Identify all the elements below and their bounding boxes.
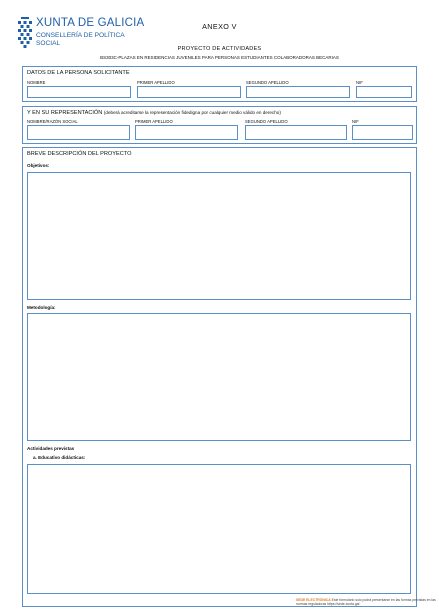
representative-name-field[interactable] (27, 125, 130, 140)
educational-activities-textarea[interactable] (27, 464, 411, 594)
representation-section-title (27, 110, 281, 116)
footer-text: Este formulario solo podrá presentarse en las formas previstas en las normas reguladoras (296, 598, 436, 607)
methodology-textarea[interactable] (27, 313, 411, 441)
representation-section (22, 106, 417, 144)
educational-activities-label: a. Educativo didácticas: (33, 455, 86, 460)
document-title: PROYECTO DE ACTIVIDADES (177, 46, 262, 52)
project-section-title: BREVE DESCRIPCIÓN DEL PROYECTO (27, 151, 132, 157)
brand-name: XUNTA DE GALICIA (36, 17, 145, 29)
procedure-subtitle: BS303C-PLAZAS EN RESIDENCIAS JUVENILES PARA PERSONAS ESTUDIANTES COLABORADORAS BECARIAS (100, 55, 339, 60)
footer-note (296, 598, 436, 606)
representative-surname1-field[interactable] (135, 125, 238, 140)
representative-surname2-label: SEGUNDO APELLIDO (245, 119, 288, 124)
representative-surname2-field[interactable] (245, 125, 347, 140)
applicant-section (22, 66, 417, 102)
annex-label: ANEXO V (202, 22, 237, 31)
footer-url[interactable]: https://sede.xunta.gal (327, 602, 360, 607)
representative-nif-label: NIF (352, 119, 359, 124)
applicant-nif-label: NIF (356, 80, 363, 85)
objectives-label: Objetivos: (27, 163, 50, 168)
objectives-textarea[interactable] (27, 172, 411, 300)
activities-label: Actividades previstas (27, 446, 75, 451)
applicant-surname1-field[interactable] (137, 86, 241, 98)
representation-title: Y EN SU REPRESENTACIÓN (27, 110, 103, 116)
applicant-name-label: NOMBRE (27, 80, 46, 85)
applicant-surname2-label: SEGUNDO APELLIDO (246, 80, 289, 85)
department-line-1: CONSELLERÍA DE POLÍTICA (36, 32, 125, 39)
project-description-section (22, 147, 417, 607)
representative-name-label: NOMBRE/RAZÓN SOCIAL (27, 119, 78, 124)
applicant-surname1-label: PRIMER APELLIDO (137, 80, 175, 85)
department-line-2: SOCIAL (36, 40, 61, 47)
representative-surname1-label: PRIMER APELLIDO (135, 119, 173, 124)
footer-brand: SEDE ELECTRÓNICA (296, 598, 331, 602)
applicant-nif-field[interactable] (356, 86, 412, 98)
applicant-surname2-field[interactable] (246, 86, 350, 98)
applicant-section-title: DATOS DE LA PERSONA SOLICITANTE (27, 70, 130, 76)
representative-nif-field[interactable] (352, 125, 413, 140)
representation-note: (deberá acreditarse la representación fidedigna por cualquier medio válido en derecho) (103, 110, 281, 115)
methodology-label: Metodología: (27, 305, 56, 310)
applicant-name-field[interactable] (27, 86, 131, 98)
